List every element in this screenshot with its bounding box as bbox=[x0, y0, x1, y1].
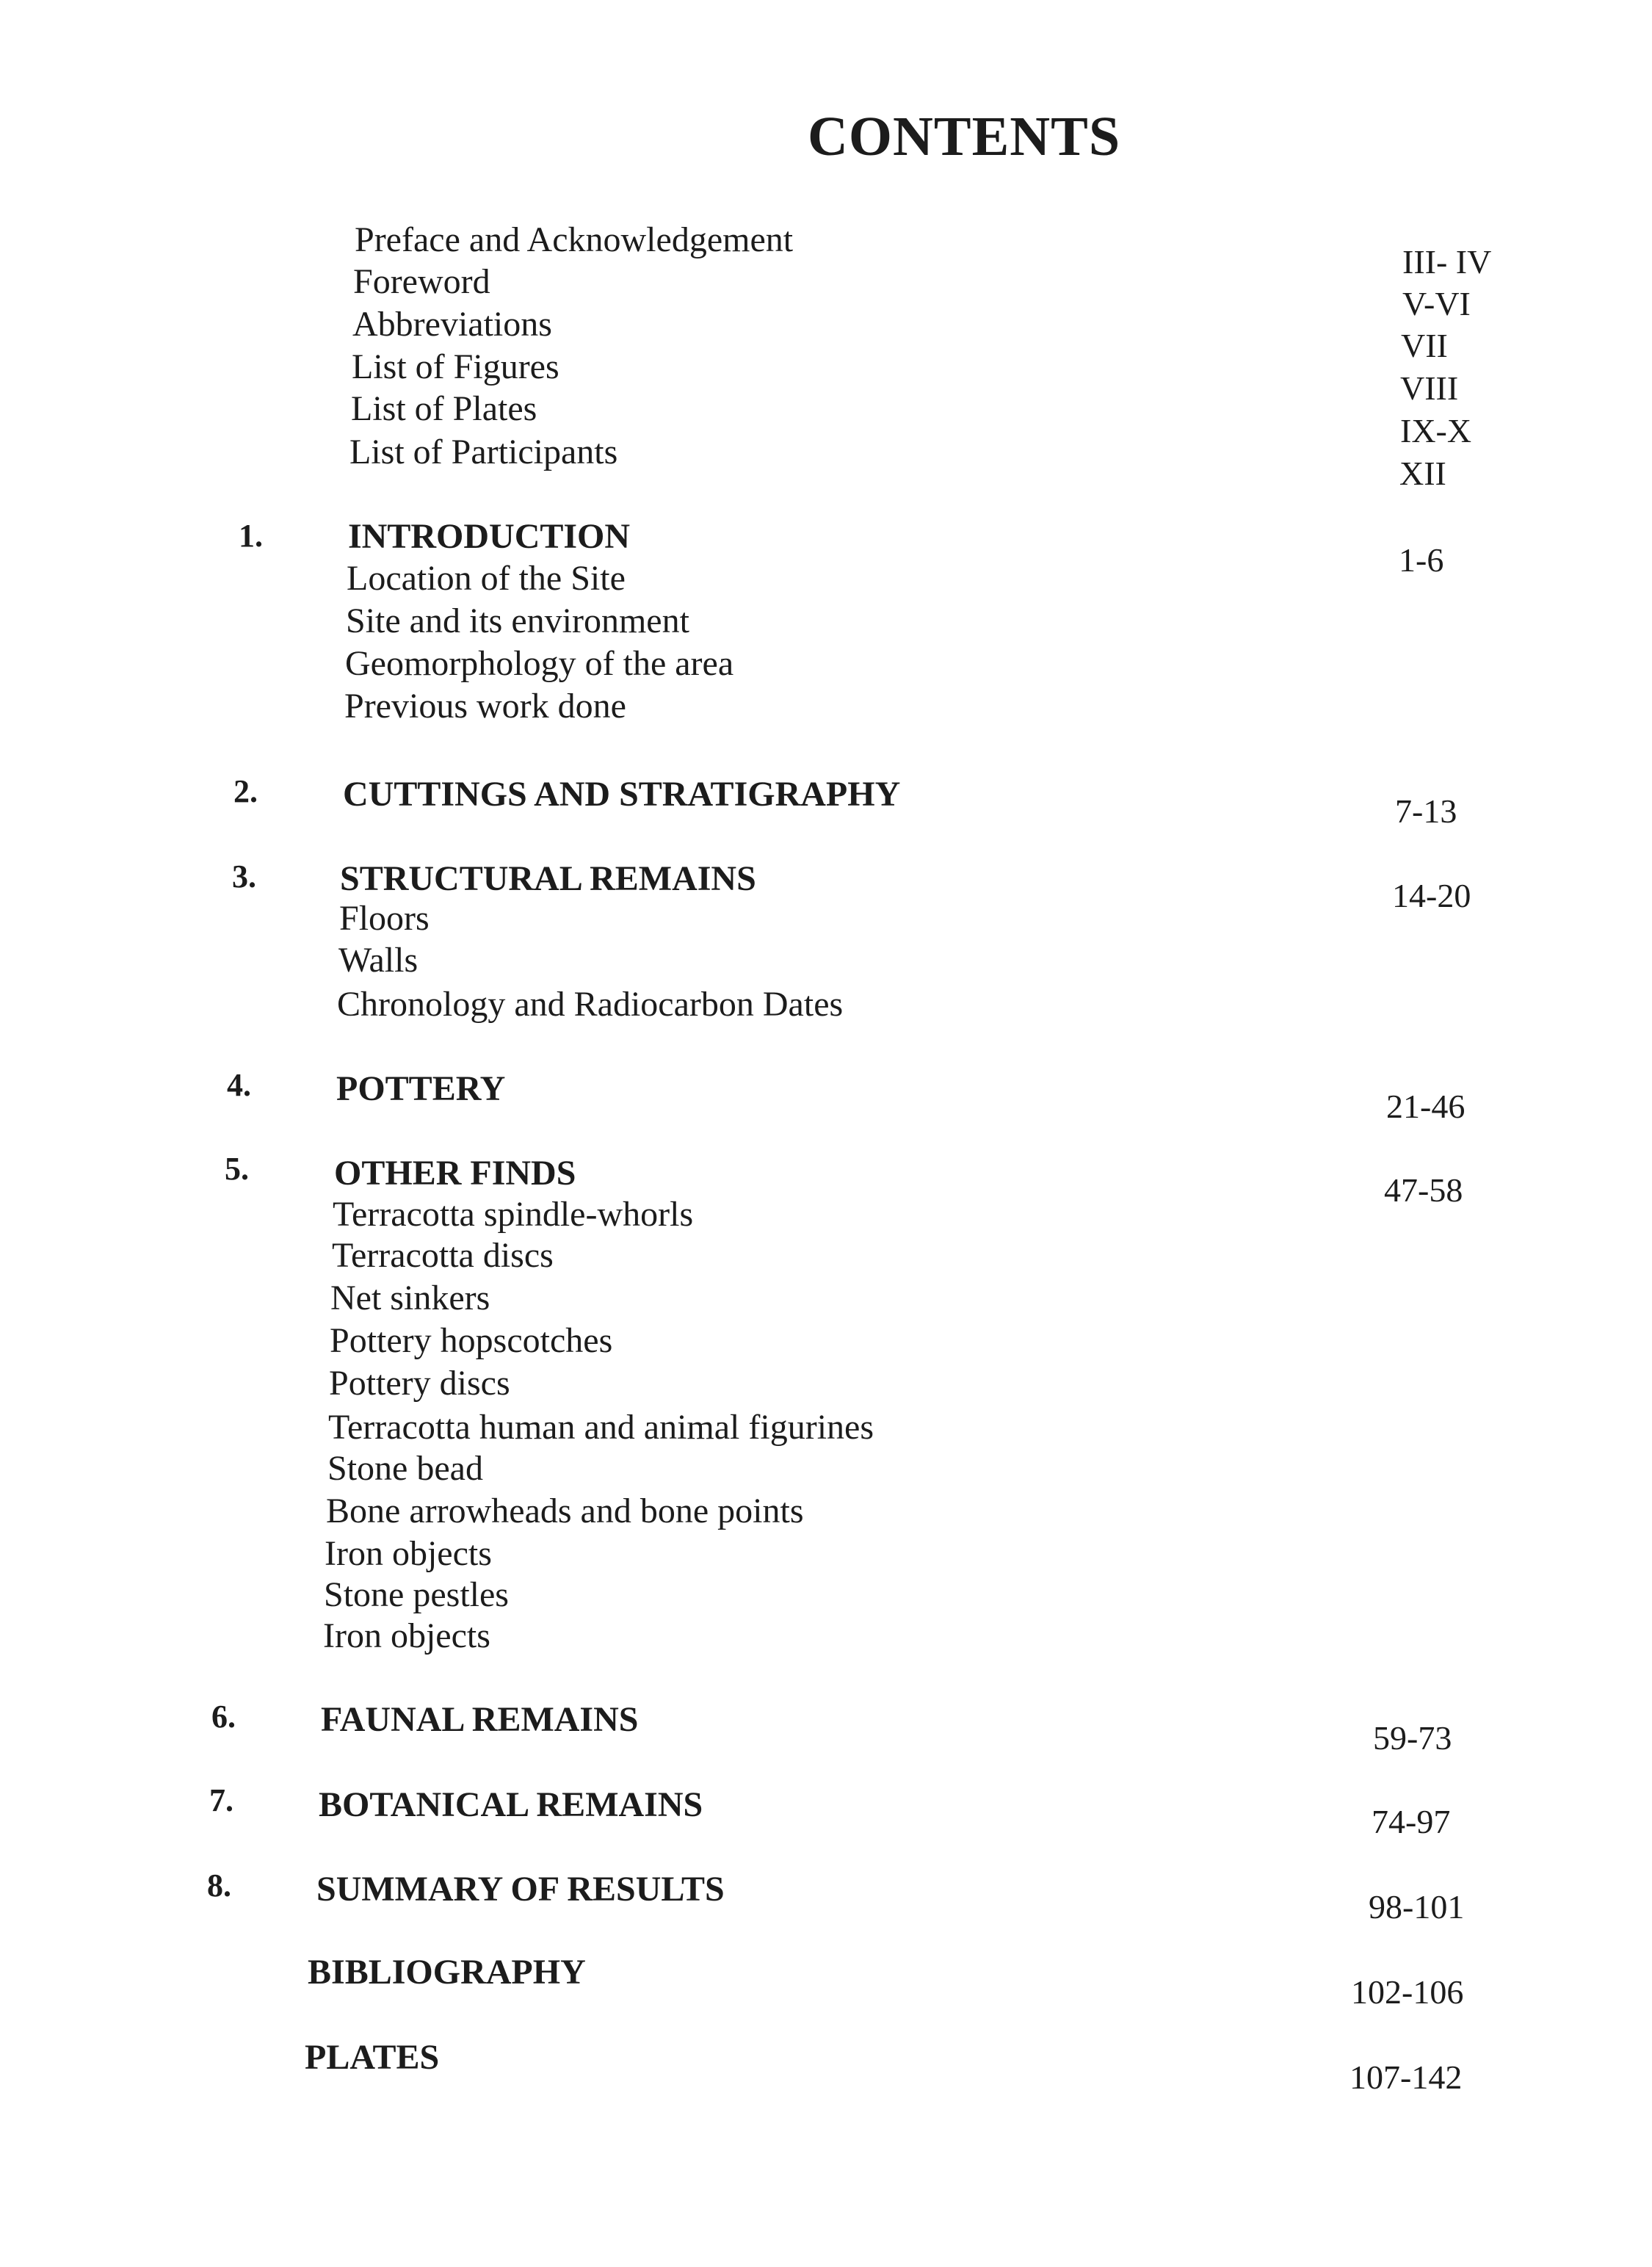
toc-subitem: Pottery hopscotches bbox=[330, 1321, 613, 1360]
toc-subitem: Net sinkers bbox=[330, 1279, 490, 1317]
toc-entry-label: Foreword bbox=[353, 262, 490, 301]
chapter-pages: 98-101 bbox=[1369, 1888, 1465, 1926]
chapter-number: 3. bbox=[232, 858, 256, 894]
toc-subitem: Previous work done bbox=[344, 687, 626, 726]
toc-subitem: Site and its environment bbox=[346, 601, 689, 640]
toc-subitem: Pottery discs bbox=[329, 1364, 510, 1403]
toc-subitem: Terracotta spindle-whorls bbox=[333, 1195, 694, 1234]
toc-subitem: Terracotta human and animal figurines bbox=[328, 1408, 874, 1447]
chapter-heading: OTHER FINDS bbox=[334, 1154, 576, 1193]
chapter-number: 7. bbox=[209, 1782, 233, 1818]
chapter-number: 1. bbox=[239, 518, 263, 554]
chapter-number: 5. bbox=[225, 1151, 249, 1187]
chapter-heading: FAUNAL REMAINS bbox=[321, 1700, 639, 1739]
back-matter-pages: 102-106 bbox=[1351, 1973, 1464, 2011]
toc-entry-pages: VII bbox=[1401, 327, 1448, 364]
toc-subitem: Iron objects bbox=[323, 1616, 490, 1655]
chapter-pages: 74-97 bbox=[1372, 1803, 1451, 1840]
toc-entry-pages: IX-X bbox=[1400, 412, 1472, 449]
toc-subitem: Stone bead bbox=[327, 1449, 483, 1488]
toc-subitem: Walls bbox=[338, 941, 419, 980]
toc-entry-label: Abbreviations bbox=[352, 305, 552, 344]
chapter-number: 4. bbox=[227, 1067, 251, 1103]
chapter-pages: 59-73 bbox=[1373, 1719, 1452, 1757]
toc-subitem: Chronology and Radiocarbon Dates bbox=[337, 985, 844, 1024]
chapter-pages: 21-46 bbox=[1386, 1088, 1466, 1125]
toc-subitem: Floors bbox=[339, 899, 430, 938]
toc-entry-label: List of Participants bbox=[349, 433, 618, 471]
chapter-pages: 1-6 bbox=[1399, 541, 1444, 579]
chapter-number: 8. bbox=[207, 1868, 231, 1903]
chapter-pages: 14-20 bbox=[1392, 877, 1471, 914]
toc-entry-pages: VIII bbox=[1400, 369, 1459, 407]
toc-subitem: Iron objects bbox=[325, 1534, 492, 1573]
toc-subitem: Stone pestles bbox=[324, 1575, 509, 1614]
toc-entry-pages: V-VI bbox=[1402, 285, 1471, 322]
chapter-pages: 47-58 bbox=[1384, 1171, 1463, 1209]
back-matter-heading: BIBLIOGRAPHY bbox=[308, 1953, 586, 1992]
chapter-heading: STRUCTURAL REMAINS bbox=[340, 859, 756, 898]
toc-subitem: Location of the Site bbox=[347, 559, 626, 598]
chapter-number: 6. bbox=[211, 1699, 236, 1735]
chapter-pages: 7-13 bbox=[1395, 792, 1457, 830]
back-matter-heading: PLATES bbox=[305, 2038, 440, 2077]
toc-entry-label: Preface and Acknowledgement bbox=[355, 220, 794, 259]
toc-entry-pages: XII bbox=[1399, 455, 1446, 492]
page-title: CONTENTS bbox=[808, 106, 1121, 167]
back-matter-pages: 107-142 bbox=[1350, 2058, 1463, 2096]
chapter-heading: BOTANICAL REMAINS bbox=[319, 1785, 703, 1824]
toc-entry-pages: III- IV bbox=[1402, 243, 1492, 281]
chapter-heading: INTRODUCTION bbox=[348, 517, 631, 556]
toc-entry-label: List of Figures bbox=[352, 347, 559, 386]
toc-subitem: Bone arrowheads and bone points bbox=[326, 1492, 804, 1530]
chapter-heading: POTTERY bbox=[336, 1069, 506, 1108]
toc-subitem: Terracotta discs bbox=[332, 1236, 554, 1275]
chapter-number: 2. bbox=[233, 773, 258, 809]
toc-entry-label: List of Plates bbox=[351, 389, 537, 428]
toc-subitem: Geomorphology of the area bbox=[345, 644, 734, 683]
chapter-heading: SUMMARY OF RESULTS bbox=[316, 1870, 725, 1909]
chapter-heading: CUTTINGS AND STRATIGRAPHY bbox=[343, 775, 901, 814]
